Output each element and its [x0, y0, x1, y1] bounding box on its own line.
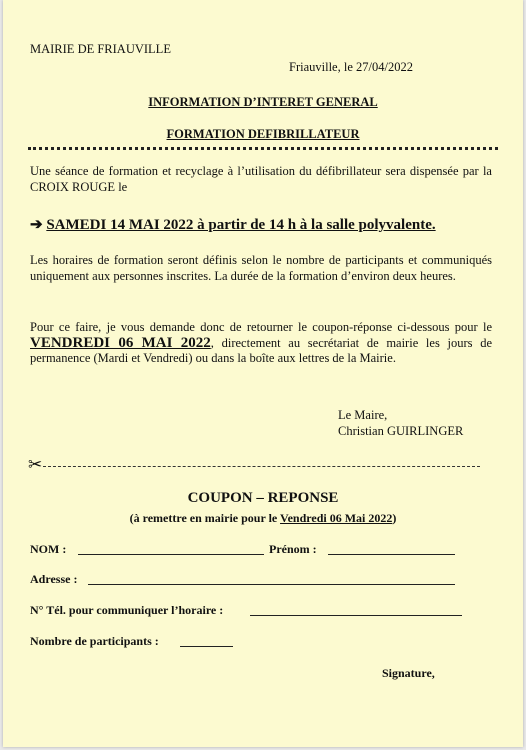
document-page — [3, 0, 523, 747]
participants-label: Nombre de participants : — [30, 634, 159, 648]
nom-field[interactable] — [78, 554, 264, 555]
coupon-subtitle — [3, 511, 523, 526]
return-deadline: VENDREDI 06 MAI 2022 — [30, 334, 211, 351]
prenom-field[interactable] — [328, 554, 455, 555]
signature-role: Le Maire, — [338, 408, 388, 422]
title-formation: FORMATION DEFIBRILLATEUR — [166, 127, 360, 141]
dotted-divider — [28, 147, 498, 150]
telephone-label: N° Tél. pour communiquer l’horaire : — [30, 603, 224, 617]
return-text-a: Pour ce faire, je vous demande donc de retourner le coupon-réponse ci-dessous pour le — [30, 320, 492, 334]
return-text-b: , directement au secrétariat de mairie les jours de permanence (Mardi et Vendredi) ou dans la boîte aux lettres de la Mairie. — [30, 335, 492, 365]
signature-label: Signature, — [382, 666, 435, 680]
adresse-field[interactable] — [88, 584, 455, 585]
coupon-title: COUPON – REPONSE — [187, 490, 339, 506]
title-information: INFORMATION D’INTERET GENERAL — [148, 95, 378, 109]
signature-name: Christian GUIRLINGER — [338, 424, 464, 438]
telephone-field[interactable] — [250, 615, 462, 616]
coupon-subtitle-date: Vendredi 06 Mai 2022 — [280, 511, 393, 525]
adresse-label: Adresse : — [30, 572, 78, 586]
scissors-icon: ✂ — [28, 455, 43, 474]
cut-line — [43, 466, 480, 467]
coupon-subtitle-a: (à remettre en mairie pour le — [129, 511, 278, 525]
arrow-icon: ➔ — [30, 217, 43, 233]
place-date: Friauville, le 27/04/2022 — [289, 60, 413, 74]
return-paragraph — [30, 320, 492, 367]
schedule-paragraph: Les horaires de formation seront définis selon le nombre de participants et communiqués uniquement aux personnes inscrites. La durée de la formation d’environ deux heures. — [30, 253, 492, 283]
nom-label: NOM : — [30, 542, 67, 556]
intro-paragraph: Une séance de formation et recyclage à l’utilisation du défibrillateur sera dispensée par la CROIX ROUGE le — [30, 164, 492, 194]
participants-field[interactable] — [180, 646, 233, 647]
event-text: SAMEDI 14 MAI 2022 à partir de 14 h à la salle polyvalente. — [46, 217, 436, 233]
prenom-label: Prénom : — [269, 542, 317, 556]
mairie-name: MAIRIE DE FRIAUVILLE — [30, 42, 171, 56]
event-line — [30, 215, 436, 234]
coupon-subtitle-b: ) — [392, 511, 397, 525]
